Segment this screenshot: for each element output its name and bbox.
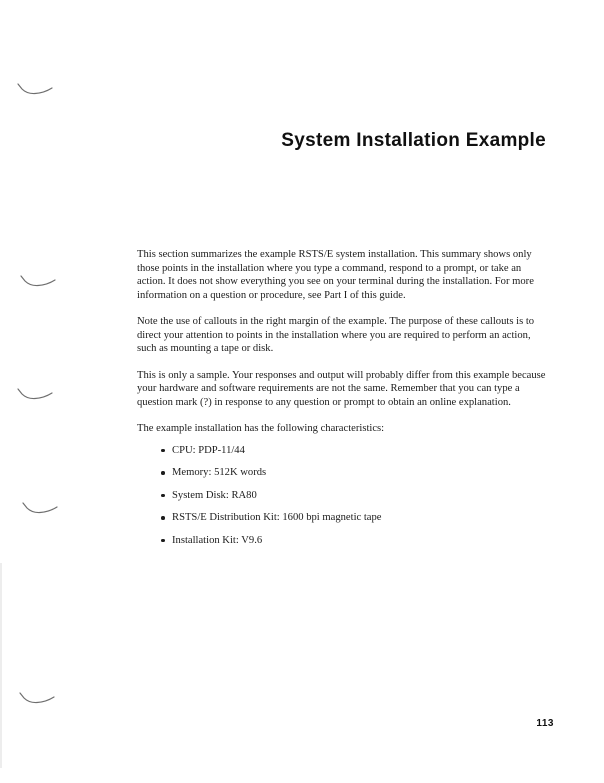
paragraph-intro: This section summarizes the example RSTS/E system installation. This summary shows only those points in the installation where you type a command, respond to a prompt, or take an action. It does not show everything you see on your terminal during the installation. For more information on a question or procedure, see Part I of this guide.	[137, 249, 534, 301]
pen-mark-icon	[16, 386, 54, 402]
characteristics-list	[137, 444, 550, 548]
page-title: System Installation Example	[281, 130, 546, 151]
paragraph-sample: This is only a sample. Your responses and output will probably differ from this example because your hardware and software requirements are not the same. Remember that you can type a question mark (?) in response to any question or prompt to obtain an online explanation.	[137, 369, 546, 408]
list-item-text: Installation Kit: V9.6	[172, 534, 263, 546]
list-item	[161, 534, 550, 548]
list-item-text: System Disk: RA80	[172, 489, 257, 501]
list-item-text: Memory: 512K words	[172, 467, 267, 478]
list-item	[161, 466, 550, 480]
scan-edge-artifact	[0, 563, 2, 768]
list-item-text: RSTS/E Distribution Kit: 1600 bpi magnetic tape	[172, 512, 382, 523]
paragraph-list-leadin: The example installation has the following characteristics:	[137, 423, 385, 434]
bullet-icon	[161, 516, 165, 520]
pen-mark-icon	[19, 273, 57, 289]
list-item-text: CPU: PDP-11/44	[172, 444, 245, 456]
list-item	[161, 511, 550, 525]
bullet-icon	[161, 539, 165, 543]
bullet-icon	[161, 449, 165, 453]
page-number: 113	[536, 718, 554, 729]
paragraph-callouts: Note the use of callouts in the right margin of the example. The purpose of these callouts is to direct your attention to points in the installation where you are required to perform an action, such as mounting a tape or disk.	[137, 316, 535, 354]
pen-mark-icon	[16, 81, 54, 97]
body-content	[137, 248, 550, 556]
list-item	[161, 444, 550, 458]
bullet-icon	[161, 471, 165, 475]
list-item	[161, 489, 550, 503]
pen-mark-icon	[18, 690, 56, 706]
bullet-icon	[161, 494, 165, 498]
pen-mark-icon	[21, 500, 59, 516]
